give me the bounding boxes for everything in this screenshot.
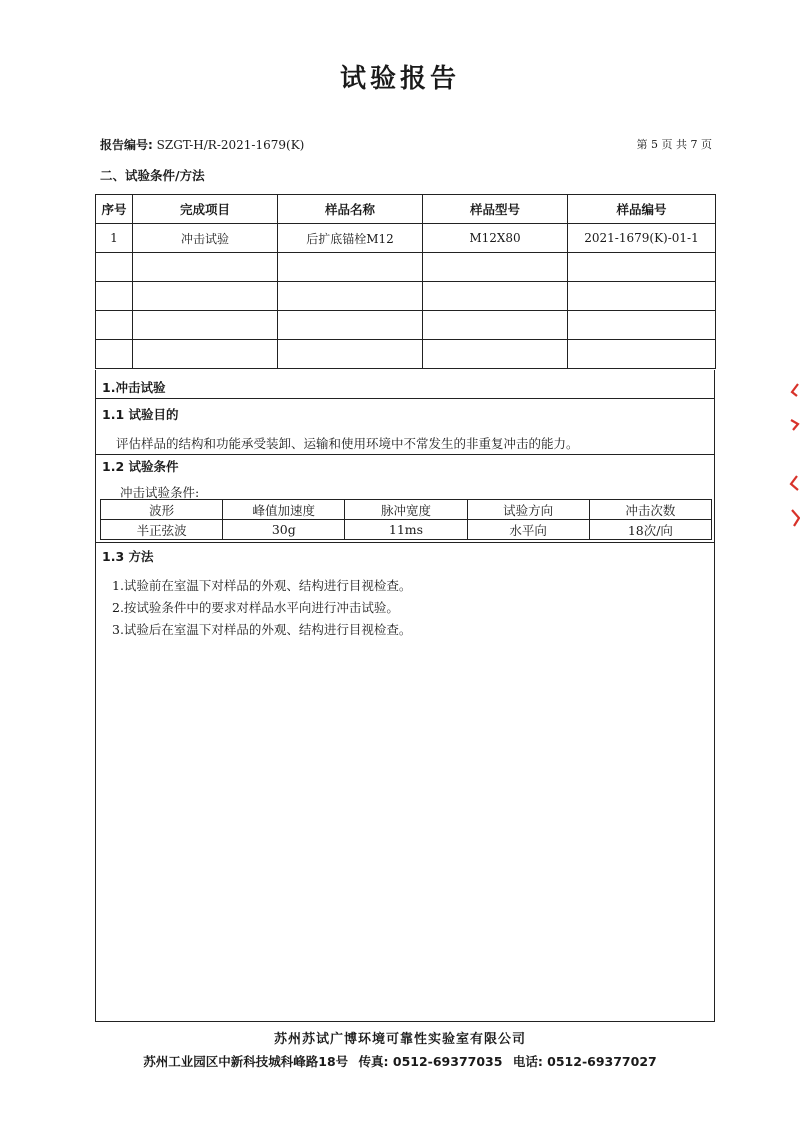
footer-company: 苏州苏试广博环境可靠性实验室有限公司	[273, 1032, 526, 1047]
table-row-empty	[96, 311, 716, 340]
report-number-value: SZGT-H/R-2021-1679(K)	[156, 138, 305, 152]
footer-phone: 电话: 0512-69377027	[512, 1054, 657, 1069]
report-number	[100, 136, 304, 153]
header-cell: 峰值加速度	[223, 500, 345, 520]
seal-stamp-edge-icon	[788, 380, 800, 540]
list-item: 1.试验前在室温下对样品的外观、结构进行目视检查。	[112, 578, 412, 593]
table-cell: 后扩底锚栓M12	[278, 224, 423, 253]
conditions-header-row	[101, 500, 712, 520]
header-cell: 脉冲宽度	[345, 500, 467, 520]
table-cell: 2021-1679(K)-01-1	[568, 224, 716, 253]
page-title: 试验报告	[339, 64, 460, 94]
table-cell: 18次/向	[589, 520, 711, 540]
table-cell: 1	[96, 224, 133, 253]
divider	[96, 542, 714, 543]
footer-contact	[0, 1052, 800, 1070]
table-cell: 冲击试验	[133, 224, 278, 253]
list-item: 3.试验后在室温下对样品的外观、结构进行目视检查。	[112, 622, 412, 637]
header-cell: 序号	[96, 195, 133, 224]
table-cell: 30g	[223, 520, 345, 540]
footer-fax: 传真: 0512-69377035	[358, 1054, 503, 1069]
method-steps	[112, 575, 411, 641]
table-row-empty	[96, 340, 716, 369]
table-row-empty	[96, 253, 716, 282]
conditions-label: 冲击试验条件:	[120, 485, 200, 500]
purpose-heading: 1.1 试验目的	[102, 407, 179, 422]
report-number-label: 报告编号:	[100, 138, 153, 152]
conditions-table	[100, 499, 712, 540]
purpose-text: 评估样品的结构和功能承受装卸、运输和使用环境中不常发生的非重复冲击的能力。	[116, 436, 579, 451]
header-cell: 完成项目	[133, 195, 278, 224]
conditions-heading: 1.2 试验条件	[102, 459, 179, 474]
table-cell: 11ms	[345, 520, 467, 540]
divider	[96, 398, 714, 399]
header-cell: 波形	[101, 500, 223, 520]
table-row-empty	[96, 282, 716, 311]
footer-address: 苏州工业园区中新科技城科峰路18号	[143, 1054, 349, 1069]
method-heading: 1.3 方法	[102, 549, 154, 564]
header-cell: 试验方向	[467, 500, 589, 520]
header-cell: 样品编号	[568, 195, 716, 224]
table-row	[96, 224, 716, 253]
sample-table	[95, 194, 716, 369]
sample-table-header	[96, 195, 716, 224]
section-two-title: 二、试验条件/方法	[100, 168, 205, 183]
header-cell: 样品型号	[423, 195, 568, 224]
page-count: 第 5 页 共 7 页	[636, 138, 712, 151]
table-cell: M12X80	[423, 224, 568, 253]
divider	[96, 454, 714, 455]
header-cell: 冲击次数	[589, 500, 711, 520]
impact-test-heading: 1.冲击试验	[102, 380, 166, 395]
table-row	[101, 520, 712, 540]
list-item: 2.按试验条件中的要求对样品水平向进行冲击试验。	[112, 600, 399, 615]
table-cell: 半正弦波	[101, 520, 223, 540]
impact-test-section	[95, 370, 715, 1022]
header-cell: 样品名称	[278, 195, 423, 224]
table-cell: 水平向	[467, 520, 589, 540]
